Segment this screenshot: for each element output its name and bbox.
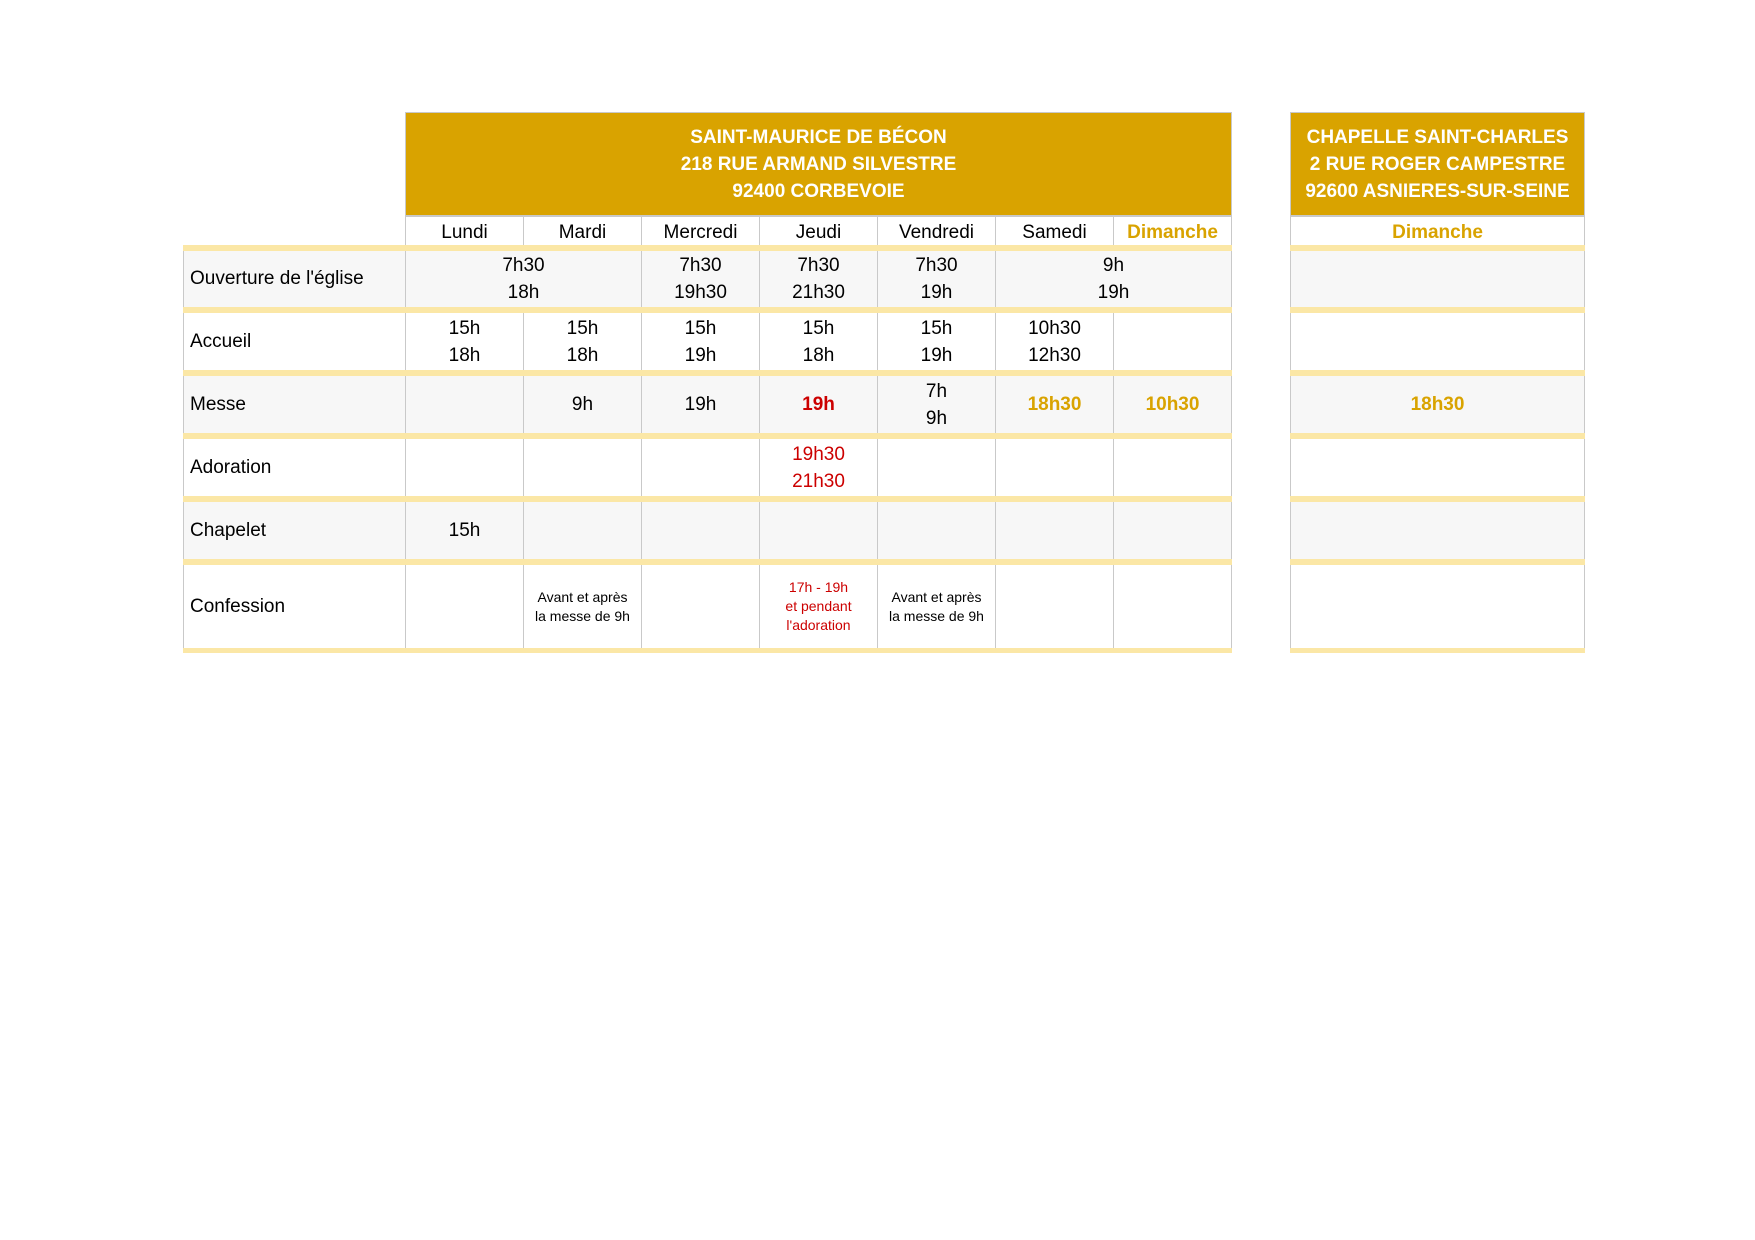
cell-messe-chapelle: 18h30 bbox=[1290, 376, 1585, 433]
cell-messe-vendredi: 7h 9h bbox=[877, 376, 995, 433]
cell-messe-dimanche: 10h30 bbox=[1113, 376, 1232, 433]
cell-messe-lundi bbox=[405, 376, 523, 433]
cell-chapelet-lundi: 15h bbox=[405, 502, 523, 559]
church1-name: SAINT-MAURICE DE BÉCON bbox=[690, 126, 947, 148]
cell-chapelet-mercredi bbox=[641, 502, 759, 559]
cell-confession-samedi bbox=[995, 565, 1113, 648]
cell-ouverture-lundi-mardi: 7h30 18h bbox=[405, 251, 641, 307]
church1-street: 218 RUE ARMAND SILVESTRE bbox=[680, 153, 957, 175]
cell-chapelet-vendredi bbox=[877, 502, 995, 559]
cell-adoration-mardi bbox=[523, 439, 641, 496]
cell-adoration-dimanche bbox=[1113, 439, 1232, 496]
cell-accueil-jeudi: 15h 18h bbox=[759, 313, 877, 370]
cell-confession-mercredi bbox=[641, 565, 759, 648]
cell-confession-jeudi: 17h - 19h et pendant l'adoration bbox=[759, 565, 877, 648]
cell-adoration-chapelle bbox=[1290, 439, 1585, 496]
cell-adoration-lundi bbox=[405, 439, 523, 496]
row-label-confession: Confession bbox=[183, 565, 405, 648]
cell-chapelet-mardi bbox=[523, 502, 641, 559]
church1-city: 92400 CORBEVOIE bbox=[732, 180, 905, 202]
cell-chapelet-dimanche bbox=[1113, 502, 1232, 559]
cell-chapelet-samedi bbox=[995, 502, 1113, 559]
cell-adoration-jeudi: 19h30 21h30 bbox=[759, 439, 877, 496]
day-jeudi: Jeudi bbox=[759, 216, 877, 248]
day-mardi: Mardi bbox=[523, 216, 641, 248]
row-label-adoration: Adoration bbox=[183, 439, 405, 496]
day-mercredi: Mercredi bbox=[641, 216, 759, 248]
church2-street: 2 RUE ROGER CAMPESTRE bbox=[1309, 153, 1566, 175]
cell-adoration-mercredi bbox=[641, 439, 759, 496]
cell-accueil-vendredi: 15h 19h bbox=[877, 313, 995, 370]
cell-ouverture-chapelle bbox=[1290, 251, 1585, 307]
cell-chapelet-jeudi bbox=[759, 502, 877, 559]
cell-accueil-dimanche bbox=[1113, 313, 1232, 370]
cell-confession-mardi: Avant et après la messe de 9h bbox=[523, 565, 641, 648]
cell-messe-samedi: 18h30 bbox=[995, 376, 1113, 433]
cell-chapelet-chapelle bbox=[1290, 502, 1585, 559]
cell-confession-lundi bbox=[405, 565, 523, 648]
row-separator bbox=[183, 648, 1232, 653]
row-label-ouverture: Ouverture de l'église bbox=[183, 251, 405, 307]
cell-ouverture-jeudi: 7h30 21h30 bbox=[759, 251, 877, 307]
church2-city: 92600 ASNIERES-SUR-SEINE bbox=[1305, 180, 1570, 202]
church1-header bbox=[405, 112, 1232, 216]
church2-name: CHAPELLE SAINT-CHARLES bbox=[1306, 126, 1569, 148]
cell-ouverture-samedi-dimanche: 9h 19h bbox=[995, 251, 1232, 307]
day-vendredi: Vendredi bbox=[877, 216, 995, 248]
cell-confession-dimanche bbox=[1113, 565, 1232, 648]
cell-accueil-lundi: 15h 18h bbox=[405, 313, 523, 370]
cell-messe-mercredi: 19h bbox=[641, 376, 759, 433]
cell-ouverture-vendredi: 7h30 19h bbox=[877, 251, 995, 307]
cell-adoration-samedi bbox=[995, 439, 1113, 496]
day-dimanche: Dimanche bbox=[1113, 216, 1232, 248]
day-samedi: Samedi bbox=[995, 216, 1113, 248]
row-label-chapelet: Chapelet bbox=[183, 502, 405, 559]
cell-accueil-samedi: 10h30 12h30 bbox=[995, 313, 1113, 370]
cell-accueil-mardi: 15h 18h bbox=[523, 313, 641, 370]
chapel-day-dimanche: Dimanche bbox=[1290, 216, 1585, 248]
cell-accueil-chapelle bbox=[1290, 313, 1585, 370]
row-label-messe: Messe bbox=[183, 376, 405, 433]
church2-header bbox=[1290, 112, 1585, 216]
cell-messe-mardi: 9h bbox=[523, 376, 641, 433]
row-separator bbox=[1290, 648, 1585, 653]
cell-messe-jeudi: 19h bbox=[759, 376, 877, 433]
cell-confession-chapelle bbox=[1290, 565, 1585, 648]
cell-confession-vendredi: Avant et après la messe de 9h bbox=[877, 565, 995, 648]
cell-adoration-vendredi bbox=[877, 439, 995, 496]
cell-accueil-mercredi: 15h 19h bbox=[641, 313, 759, 370]
row-label-accueil: Accueil bbox=[183, 313, 405, 370]
day-lundi: Lundi bbox=[405, 216, 523, 248]
cell-ouverture-mercredi: 7h30 19h30 bbox=[641, 251, 759, 307]
